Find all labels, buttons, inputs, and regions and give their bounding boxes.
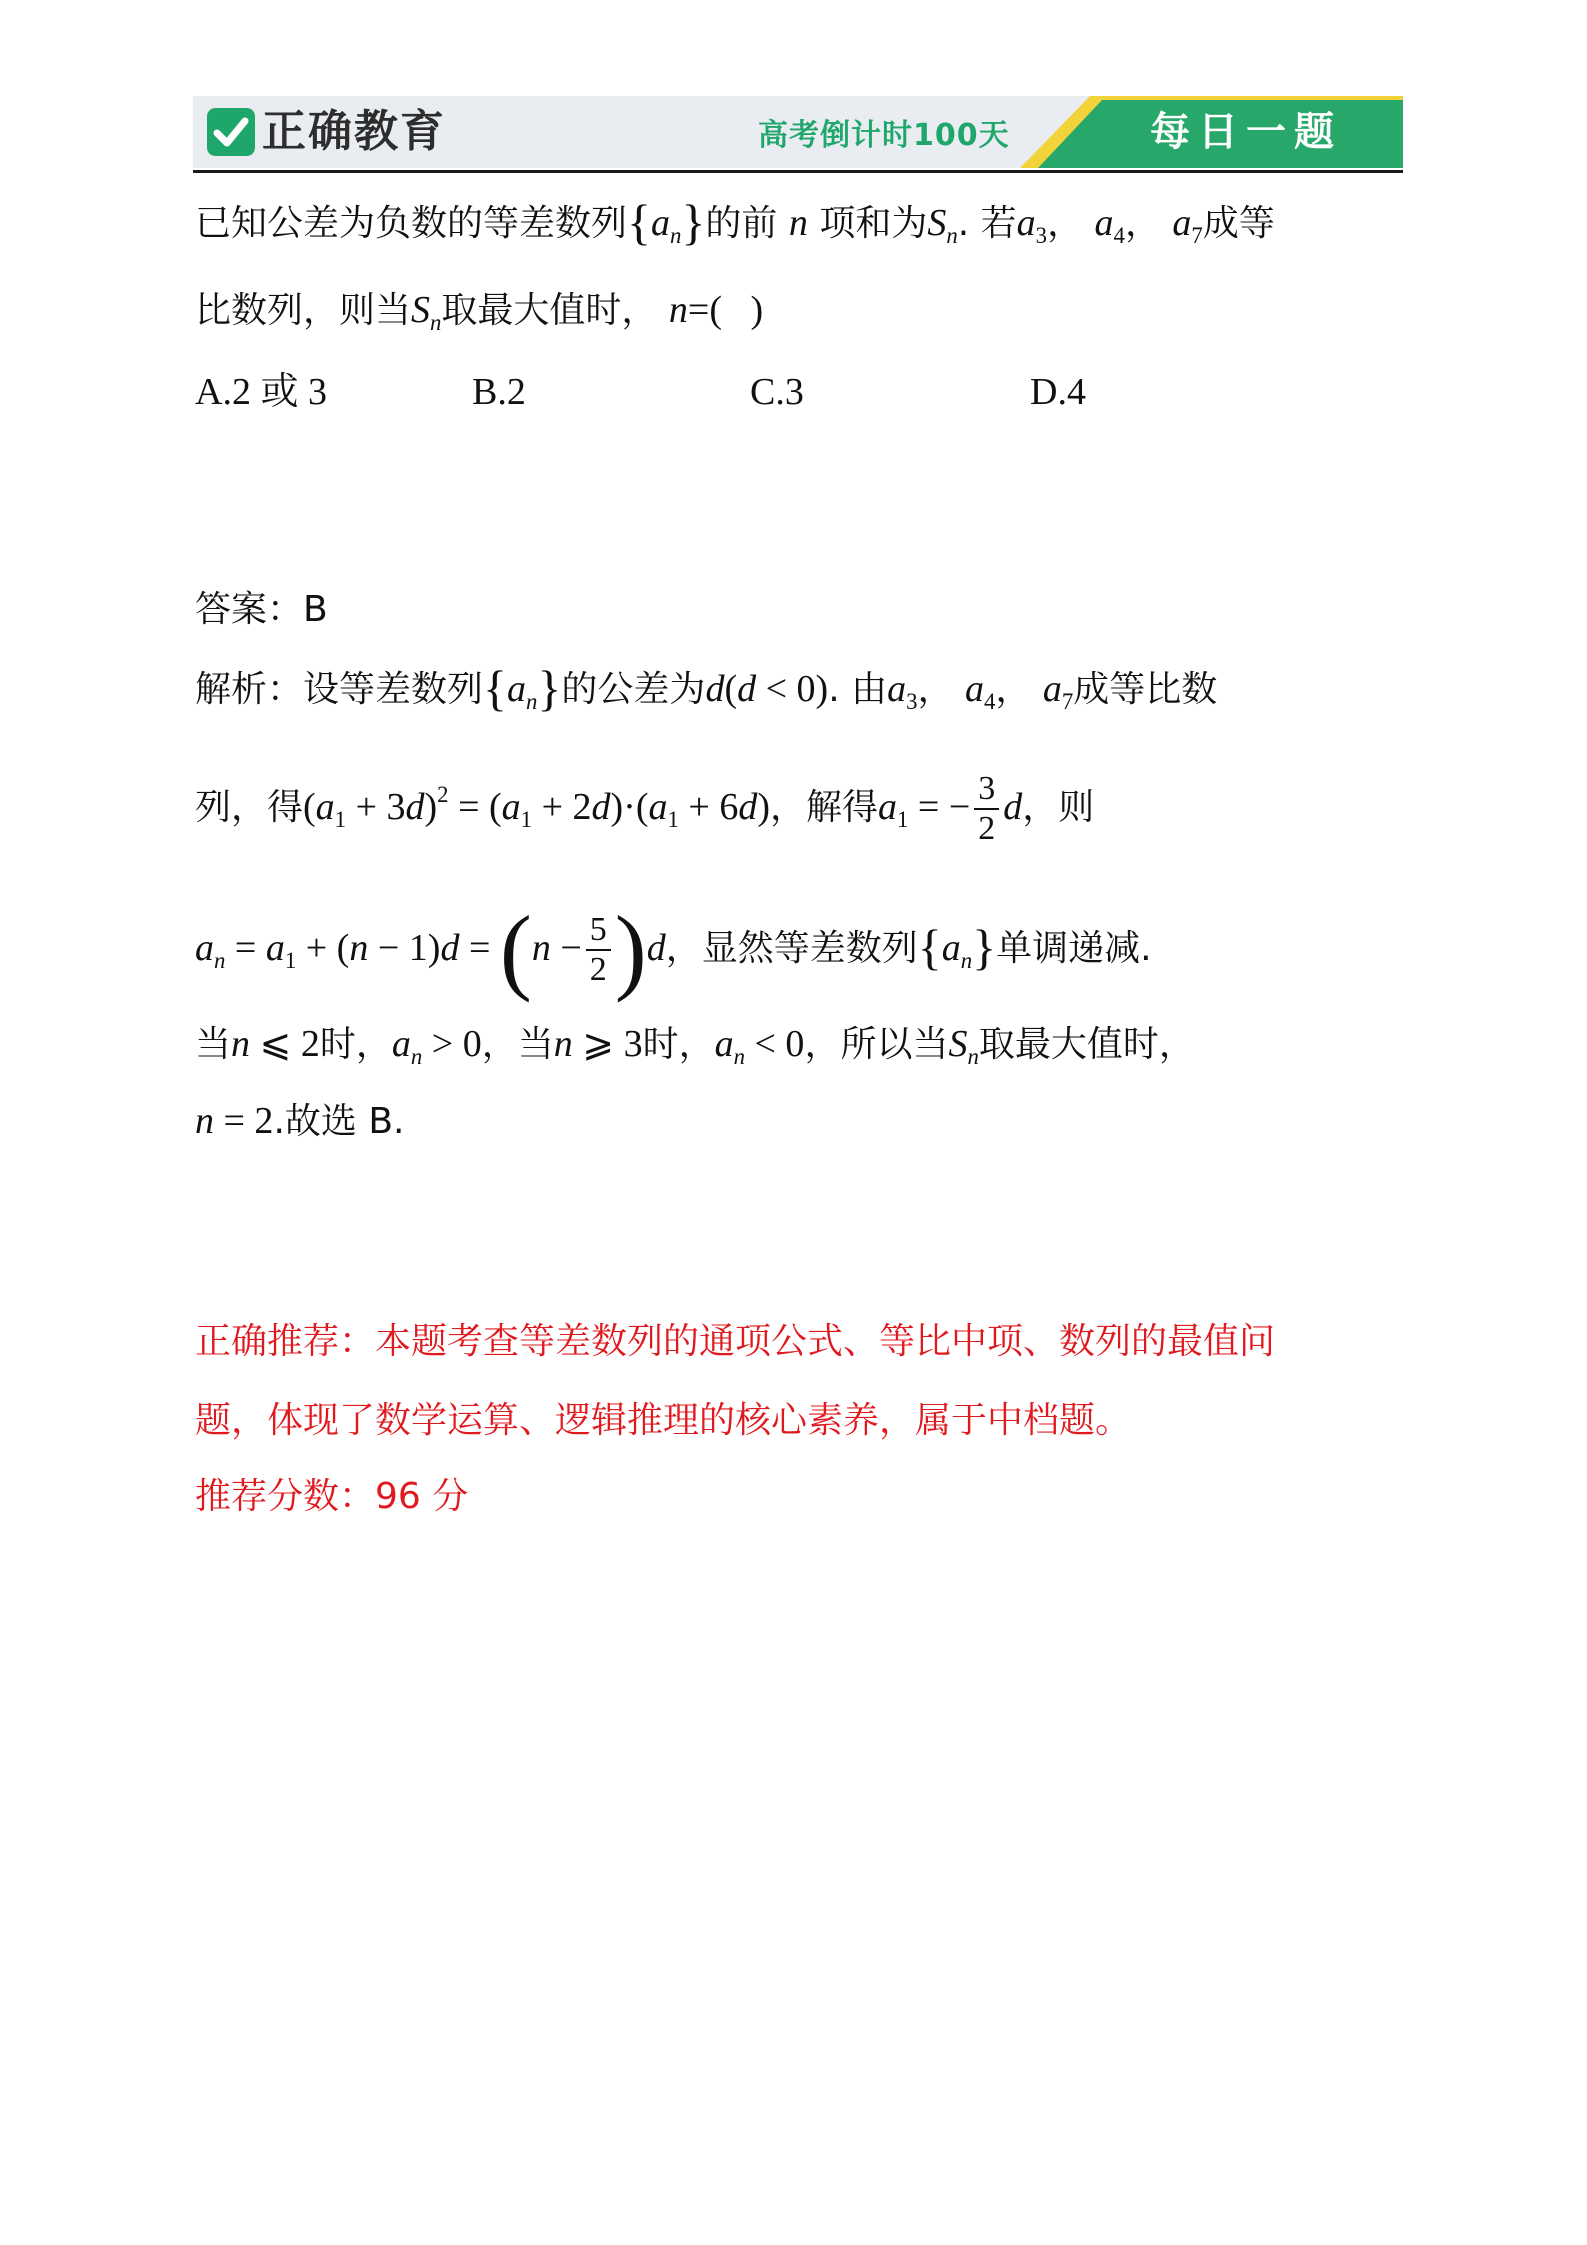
option-b: B.2 bbox=[472, 371, 526, 413]
question-line-1: 已知公差为负数的等差数列$\{a_n\}$的前 n 项和为$S_n$. 若$a_3$， $a_4$， $a_7$成等 bbox=[195, 194, 1275, 250]
answer-label: 答案：B bbox=[195, 589, 328, 630]
recommend-line-1: 正确推荐：本题考查等差数列的通项公式、等比中项、数列的最值问 bbox=[195, 1321, 1276, 1362]
analysis-line-3: $a_n = a_1 + (n - 1)d = (n$ − $\frac{5}{2}$ )d，显然等差数列$\{a_n\}$单调递减. bbox=[195, 896, 1152, 1003]
check-logo-icon bbox=[207, 108, 255, 156]
analysis-line-1: 解析：设等差数列$\{a_n\}$的公差为d(d < 0). 由$a_3$， $a_4$， $a_7$成等比数 bbox=[195, 660, 1218, 716]
daily-question-label: 每日一题 bbox=[1150, 109, 1342, 155]
brand-name: 正确教育 bbox=[262, 106, 446, 157]
recommend-score: 推荐分数：96 分 bbox=[195, 1476, 469, 1517]
option-c: C.3 bbox=[750, 371, 804, 413]
analysis-line-4: 当n ⩽ 2时，$a_n > 0$，当n ⩾ 3时，$a_n < 0$，所以当$S_n$取最大值时， bbox=[195, 1023, 1195, 1069]
recommend-line-2: 题，体现了数学运算、逻辑推理的核心素养，属于中档题。 bbox=[195, 1400, 1132, 1441]
option-a: A.2 或 3 bbox=[195, 371, 327, 413]
option-d: D.4 bbox=[1030, 371, 1086, 413]
countdown-text: 高考倒计时100天 bbox=[758, 118, 1010, 153]
analysis-line-2: 列，得$(a_1 + 3d)^2 = (a_1 + 2d)\cdot(a_1 + 6d)$，解得$a_1$ = − $\frac{3}{2}$ d，则 bbox=[195, 770, 1095, 847]
header-divider bbox=[193, 170, 1403, 173]
question-line-2: 比数列，则当$S_n$取最大值时， n=( ) bbox=[195, 289, 764, 335]
analysis-line-5: n = 2.故选 B. bbox=[195, 1100, 405, 1142]
